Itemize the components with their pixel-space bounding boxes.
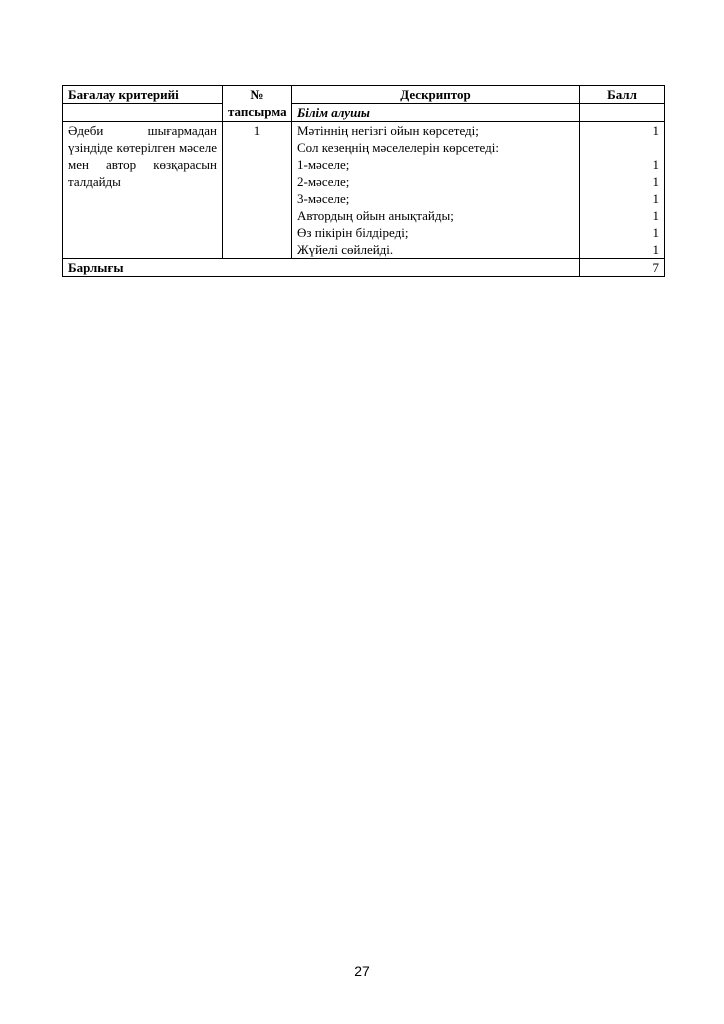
descriptor-item: Өз пікірін білдіреді; xyxy=(297,225,409,240)
assessment-rubric-table xyxy=(62,85,665,277)
score-item: 1 xyxy=(652,208,659,223)
descriptor-item: 1-мәселе; xyxy=(297,157,350,172)
score-item: 1 xyxy=(652,225,659,240)
score-item: 1 xyxy=(652,123,659,138)
table-header-row xyxy=(63,86,665,104)
score-item: 1 xyxy=(652,157,659,172)
header-task xyxy=(223,86,292,122)
descriptor-item: 2-мәселе; xyxy=(297,174,350,189)
header-criteria: Бағалау критерийі xyxy=(63,86,223,104)
descriptor-item: Сол кезеңнің мәселелерін көрсетеді: xyxy=(297,140,499,155)
header-score: Балл xyxy=(580,86,665,104)
descriptor-item: Автордың ойын анықтайды; xyxy=(297,208,454,223)
total-value: 7 xyxy=(580,259,665,277)
descriptor-cell xyxy=(292,122,580,259)
subheader-score-empty xyxy=(580,104,665,122)
header-descriptor-sub: Білім алушы xyxy=(292,104,580,122)
total-label: Барлығы xyxy=(63,259,580,277)
table-subheader-row xyxy=(63,104,665,122)
score-item: 1 xyxy=(652,174,659,189)
subheader-criteria-empty xyxy=(63,104,223,122)
header-task-line2: тапсырма xyxy=(228,104,287,119)
header-descriptor: Дескриптор xyxy=(292,86,580,104)
score-item xyxy=(585,139,659,156)
header-task-line1: № xyxy=(250,87,264,102)
descriptor-item: Мәтіннің негізгі ойын көрсетеді; xyxy=(297,123,479,138)
score-item: 1 xyxy=(652,191,659,206)
score-item: 1 xyxy=(652,242,659,257)
descriptor-item: 3-мәселе; xyxy=(297,191,350,206)
page-number: 27 xyxy=(354,963,370,979)
table-total-row xyxy=(63,259,665,277)
table-row xyxy=(63,122,665,259)
criteria-cell: Әдеби шығармадан үзіндіде көтерілген мәселе мен автор көзқарасын талдайды xyxy=(63,122,223,259)
task-number-cell: 1 xyxy=(223,122,292,259)
descriptor-item: Жүйелі сөйлейді. xyxy=(297,242,394,257)
score-cell xyxy=(580,122,665,259)
